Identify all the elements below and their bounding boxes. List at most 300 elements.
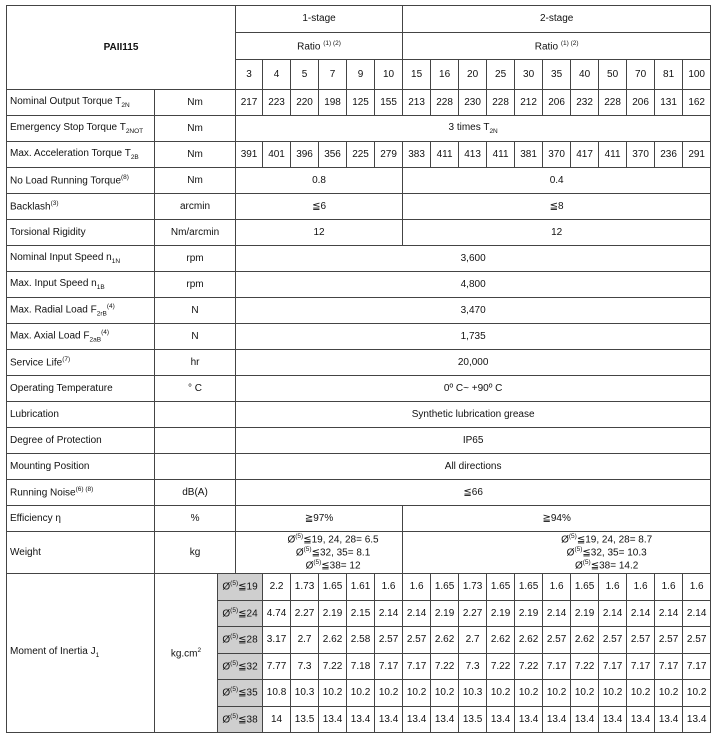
label-rigidity-text: Torsional Rigidity: [10, 226, 86, 238]
label-accel-sub: 2B: [130, 153, 139, 161]
value-protection-text: IP65: [462, 434, 484, 446]
value-cell: 10.2: [543, 680, 571, 707]
ratio-value: 30: [515, 60, 543, 90]
row-protection: [7, 428, 711, 454]
ratio-header-2: Ratio $^{(1) (2)}$: [403, 33, 711, 60]
diameter-symbol: Ø: [222, 581, 231, 593]
unit-nom_torque: Nm: [155, 90, 236, 116]
condition-value: ≦28: [238, 634, 258, 646]
value-cell: 13.4: [319, 706, 347, 733]
value-cell: 411: [599, 142, 627, 168]
unit-backlash: arcmin: [155, 194, 236, 220]
value-cell: 2.62: [487, 627, 515, 654]
label-nom_speed-text: Nominal Input Speed n: [10, 251, 112, 263]
value-cell: 413: [459, 142, 487, 168]
value-cell: 2.19: [431, 600, 459, 627]
diameter-symbol: Ø: [222, 661, 231, 673]
diameter-symbol: Ø: [574, 560, 583, 572]
weight-stage1: [236, 532, 403, 574]
value-cell: 2.57: [403, 627, 431, 654]
ratio-value: 16: [431, 60, 459, 90]
label-axial-sup: (4): [101, 329, 110, 337]
value-cell: 162: [683, 90, 711, 116]
label-protection: [7, 428, 155, 454]
value-cell: 2.19: [319, 600, 347, 627]
value-cell: 10.2: [487, 680, 515, 707]
label-max_speed: [7, 272, 155, 298]
value-cell: 2.19: [515, 600, 543, 627]
unit-lube: [155, 402, 236, 428]
value-cell: 13.4: [403, 706, 431, 733]
value-cell: 7.17: [655, 653, 683, 680]
value-cell: 2.57: [683, 627, 711, 654]
label-noload-text: No Load Running Torque: [10, 175, 122, 187]
footnote-ref: (5): [230, 686, 239, 694]
ratio-value: 100: [683, 60, 711, 90]
condition-value: ≦32: [238, 661, 258, 673]
diameter-symbol: Ø: [566, 547, 575, 559]
unit-mounting: [155, 454, 236, 480]
diameter-symbol: Ø: [222, 687, 231, 699]
value-cell: 155: [375, 90, 403, 116]
label-inertia-sub: 1: [95, 652, 100, 660]
value-estop-sub: 2N: [489, 127, 498, 135]
value-cell: 370: [543, 142, 571, 168]
row-axial: [7, 324, 711, 350]
row-radial: [7, 298, 711, 324]
value-cell: 7.17: [543, 653, 571, 680]
label-nom_torque: [7, 90, 155, 116]
value-cell: 417: [571, 142, 599, 168]
row-rigidity: [7, 220, 711, 246]
label-radial-sub: 2rB: [96, 310, 107, 318]
unit-efficiency: %: [155, 506, 236, 532]
value-life-text: 20,000: [457, 356, 489, 368]
label-max_speed-sub: 1B: [96, 283, 105, 291]
model-title: PAII115: [7, 6, 236, 90]
condition-value: ≦35: [238, 687, 258, 699]
value-cell: 13.4: [375, 706, 403, 733]
row-backlash: [7, 194, 711, 220]
value-rigidity-stage1: 12: [236, 220, 403, 246]
value-cell: 213: [403, 90, 431, 116]
value-cell: 391: [236, 142, 263, 168]
label-temp-text: Operating Temperature: [10, 382, 113, 394]
label-weight-text: Weight: [10, 546, 41, 558]
value-cell: 381: [515, 142, 543, 168]
row-noise: [7, 480, 711, 506]
value-cell: 1.65: [319, 574, 347, 601]
value-cell: 10.3: [459, 680, 487, 707]
label-temp: [7, 376, 155, 402]
weight-line: [503, 533, 710, 546]
footnote-ref: (5): [303, 546, 312, 554]
value-estop-text: 3 times T: [448, 121, 490, 133]
value-efficiency-stage1: ≧97%: [236, 506, 403, 532]
footnote-ref: (5): [230, 633, 239, 641]
value-cell: 13.4: [487, 706, 515, 733]
value-cell: 7.22: [319, 653, 347, 680]
diameter-symbol: Ø: [222, 714, 231, 726]
footnote-ref: (5): [574, 546, 583, 554]
weight-value: ≦38= 12: [321, 560, 361, 572]
value-noise-text: ≦66: [463, 486, 483, 498]
row-nom_speed: [7, 246, 711, 272]
label-estop-sub: 2NOT: [125, 127, 144, 135]
value-cell: 13.4: [655, 706, 683, 733]
label-noload-sup: (8): [121, 174, 129, 182]
value-cell: 7.17: [683, 653, 711, 680]
weight-line: [503, 559, 710, 572]
unit-max_speed: rpm: [155, 272, 236, 298]
value-cell: 2.7: [291, 627, 319, 654]
value-cell: 2.14: [655, 600, 683, 627]
value-cell: 2.57: [627, 627, 655, 654]
value-cell: 2.15: [347, 600, 375, 627]
ratio-value: 4: [263, 60, 291, 90]
value-efficiency-stage2: ≧94%: [403, 506, 711, 532]
value-cell: 7.17: [599, 653, 627, 680]
ratio-value: 9: [347, 60, 375, 90]
diameter-symbol: Ø: [295, 547, 304, 559]
stage1-header: 1-stage: [236, 6, 403, 33]
value-cell: 228: [431, 90, 459, 116]
inertia-condition: [218, 574, 263, 601]
label-inertia: [7, 574, 155, 733]
value-cell: 198: [319, 90, 347, 116]
diameter-symbol: Ø: [287, 534, 296, 546]
value-cell: 228: [487, 90, 515, 116]
value-cell: 13.4: [571, 706, 599, 733]
ratio-value: 70: [627, 60, 655, 90]
value-cell: 13.4: [347, 706, 375, 733]
value-cell: 2.14: [683, 600, 711, 627]
value-radial-text: 3,470: [460, 304, 486, 316]
unit-inertia-text: kg.cm: [170, 647, 198, 659]
ratio-value: 25: [487, 60, 515, 90]
value-cell: 230: [459, 90, 487, 116]
label-noise: [7, 480, 155, 506]
label-accel-text: Max. Acceleration Torque T: [10, 147, 131, 159]
value-nom_speed-text: 3,600: [460, 252, 486, 264]
value-cell: 7.77: [263, 653, 291, 680]
value-cell: 13.5: [459, 706, 487, 733]
value-cell: 7.17: [627, 653, 655, 680]
value-cell: 2.57: [655, 627, 683, 654]
value-cell: 7.17: [403, 653, 431, 680]
label-nom_torque-text: Nominal Output Torque T: [10, 95, 122, 107]
label-nom_speed: [7, 246, 155, 272]
label-efficiency: [7, 506, 155, 532]
inertia-row: [7, 574, 711, 601]
value-cell: 10.8: [263, 680, 291, 707]
value-cell: 2.14: [627, 600, 655, 627]
spec-table: [6, 5, 711, 733]
value-cell: 1.65: [571, 574, 599, 601]
unit-inertia: [155, 574, 218, 733]
value-cell: 10.2: [571, 680, 599, 707]
value-cell: 7.3: [459, 653, 487, 680]
value-cell: 291: [683, 142, 711, 168]
inertia-condition: [218, 706, 263, 733]
value-cell: 2.14: [375, 600, 403, 627]
value-cell: 2.27: [291, 600, 319, 627]
footnote-ref: (5): [230, 712, 239, 720]
value-cell: 2.57: [543, 627, 571, 654]
label-protection-text: Degree of Protection: [10, 434, 102, 446]
value-cell: 7.22: [431, 653, 459, 680]
value-cell: 10.2: [347, 680, 375, 707]
value-cell: 225: [347, 142, 375, 168]
unit-estop: Nm: [155, 116, 236, 142]
row-mounting: [7, 454, 711, 480]
value-cell: 223: [263, 90, 291, 116]
label-life-sup: (7): [62, 356, 71, 364]
value-axial-text: 1,735: [460, 330, 486, 342]
value-cell: 2.7: [459, 627, 487, 654]
label-life: [7, 350, 155, 376]
value-cell: 411: [487, 142, 515, 168]
value-cell: 2.19: [571, 600, 599, 627]
value-noise: [236, 480, 711, 506]
value-cell: 10.2: [683, 680, 711, 707]
row-noload: [7, 168, 711, 194]
value-cell: 4.74: [263, 600, 291, 627]
label-radial: [7, 298, 155, 324]
value-nom_speed: [236, 246, 711, 272]
inertia-condition: [218, 653, 263, 680]
label-radial-sup: (4): [106, 303, 115, 311]
value-cell: 217: [236, 90, 263, 116]
ratio-header-1: Ratio $^{(1) (2)}$: [236, 33, 403, 60]
value-cell: 206: [543, 90, 571, 116]
ratio-value: 81: [655, 60, 683, 90]
footnote-ref: (5): [313, 558, 322, 566]
label-accel: [7, 142, 155, 168]
weight-line: [503, 546, 710, 559]
value-cell: 396: [291, 142, 319, 168]
ratio-value: 15: [403, 60, 431, 90]
weight-line: [264, 559, 402, 572]
value-cell: 206: [627, 90, 655, 116]
value-cell: 2.27: [459, 600, 487, 627]
condition-value: ≦38: [238, 714, 258, 726]
label-noload: [7, 168, 155, 194]
label-estop-text: Emergency Stop Torque T: [10, 121, 126, 133]
value-cell: 1.73: [459, 574, 487, 601]
row-estop: [7, 116, 711, 142]
label-axial-text: Max. Axial Load F: [10, 330, 90, 342]
row-max_speed: [7, 272, 711, 298]
value-lube-text: Synthetic lubrication grease: [411, 408, 535, 420]
value-estop: [236, 116, 711, 142]
value-mounting: [236, 454, 711, 480]
value-cell: 1.6: [599, 574, 627, 601]
value-cell: 10.2: [655, 680, 683, 707]
label-weight: [7, 532, 155, 574]
condition-value: ≦24: [238, 608, 258, 620]
footnote-ref: (5): [230, 580, 239, 588]
unit-accel: Nm: [155, 142, 236, 168]
value-cell: 7.17: [375, 653, 403, 680]
ratio-value: 3: [236, 60, 263, 90]
value-cell: 13.4: [683, 706, 711, 733]
ratio-value: 35: [543, 60, 571, 90]
label-noise-text: Running Noise: [10, 487, 76, 499]
value-life: [236, 350, 711, 376]
unit-rigidity: Nm/arcmin: [155, 220, 236, 246]
row-temp: [7, 376, 711, 402]
label-axial-sub: 2aB: [89, 336, 102, 344]
value-rigidity-stage2: 12: [403, 220, 711, 246]
inertia-condition: [218, 680, 263, 707]
footnote-ref: (5): [295, 533, 304, 541]
value-cell: 10.2: [599, 680, 627, 707]
value-temp-text: 0º C~ +90º C: [443, 382, 503, 394]
value-cell: 232: [571, 90, 599, 116]
value-cell: 2.57: [599, 627, 627, 654]
label-noise-sup: (6) (8): [75, 486, 94, 494]
label-backlash: [7, 194, 155, 220]
value-cell: 1.6: [655, 574, 683, 601]
value-cell: 236: [655, 142, 683, 168]
row-lube: [7, 402, 711, 428]
weight-value: ≦19, 24, 28= 6.5: [303, 534, 379, 546]
value-protection: [236, 428, 711, 454]
value-max_speed: [236, 272, 711, 298]
weight-stage2: [403, 532, 711, 574]
value-cell: 10.2: [403, 680, 431, 707]
value-cell: 13.4: [627, 706, 655, 733]
weight-value: ≦32, 35= 8.1: [311, 547, 371, 559]
value-axial: [236, 324, 711, 350]
label-lube-text: Lubrication: [10, 408, 59, 420]
row-nom_torque: [7, 90, 711, 116]
unit-protection: [155, 428, 236, 454]
value-cell: 125: [347, 90, 375, 116]
value-cell: 2.14: [543, 600, 571, 627]
ratio-value: 50: [599, 60, 627, 90]
value-cell: 1.6: [375, 574, 403, 601]
label-mounting: [7, 454, 155, 480]
diameter-symbol: Ø: [561, 534, 569, 546]
value-cell: 7.22: [571, 653, 599, 680]
row-life: [7, 350, 711, 376]
unit-axial: N: [155, 324, 236, 350]
value-cell: 2.62: [515, 627, 543, 654]
value-cell: 279: [375, 142, 403, 168]
value-cell: 2.62: [571, 627, 599, 654]
footnote-ref: (5): [230, 659, 239, 667]
unit-weight: kg: [155, 532, 236, 574]
stage2-header: 2-stage: [403, 6, 711, 33]
value-cell: 1.6: [683, 574, 711, 601]
condition-value: ≦19: [238, 581, 258, 593]
value-cell: 1.6: [627, 574, 655, 601]
value-noload-stage2: 0.4: [403, 168, 711, 194]
value-cell: 228: [599, 90, 627, 116]
inertia-condition: [218, 627, 263, 654]
value-cell: 212: [515, 90, 543, 116]
diameter-symbol: Ø: [222, 608, 231, 620]
row-weight: [7, 532, 711, 574]
footnote-ref: (5): [230, 606, 239, 614]
label-radial-text: Max. Radial Load F: [10, 304, 97, 316]
value-cell: 1.65: [487, 574, 515, 601]
diameter-symbol: Ø: [222, 634, 231, 646]
value-cell: 1.73: [291, 574, 319, 601]
value-cell: 2.62: [431, 627, 459, 654]
value-cell: 2.58: [347, 627, 375, 654]
value-backlash-stage2: ≦8: [403, 194, 711, 220]
unit-temp: ° C: [155, 376, 236, 402]
weight-value: ≦38= 14.2: [590, 560, 639, 572]
value-cell: 13.4: [515, 706, 543, 733]
ratio-value: 7: [319, 60, 347, 90]
label-max_speed-text: Max. Input Speed n: [10, 277, 97, 289]
weight-line: [264, 546, 402, 559]
weight-value: ≦32, 35= 10.3: [582, 547, 647, 559]
value-cell: 13.5: [291, 706, 319, 733]
value-cell: 7.3: [291, 653, 319, 680]
label-mounting-text: Mounting Position: [10, 460, 90, 472]
label-efficiency-text: Efficiency η: [10, 512, 61, 524]
value-cell: 383: [403, 142, 431, 168]
label-backlash-text: Backlash: [10, 201, 51, 213]
value-cell: 1.6: [403, 574, 431, 601]
weight-line: [264, 533, 402, 546]
label-life-text: Service Life: [10, 357, 63, 369]
diameter-symbol: Ø: [305, 560, 314, 572]
value-cell: 411: [431, 142, 459, 168]
footnote-ref: (5): [568, 533, 577, 541]
label-nom_torque-sub: 2N: [121, 101, 130, 109]
value-radial: [236, 298, 711, 324]
value-cell: 10.2: [319, 680, 347, 707]
value-cell: 10.3: [291, 680, 319, 707]
value-cell: 2.14: [403, 600, 431, 627]
footnote-ref: (5): [582, 558, 591, 566]
label-inertia-text: Moment of Inertia J: [10, 646, 96, 658]
value-cell: 220: [291, 90, 319, 116]
unit-nom_speed: rpm: [155, 246, 236, 272]
value-cell: 13.4: [431, 706, 459, 733]
value-cell: 2.62: [319, 627, 347, 654]
value-cell: 13.4: [599, 706, 627, 733]
value-cell: 356: [319, 142, 347, 168]
ratio-value: 5: [291, 60, 319, 90]
value-cell: 3.17: [263, 627, 291, 654]
value-cell: 370: [627, 142, 655, 168]
value-max_speed-text: 4,800: [460, 278, 486, 290]
inertia-condition: [218, 600, 263, 627]
value-cell: 7.22: [515, 653, 543, 680]
value-temp: [236, 376, 711, 402]
value-cell: 10.2: [431, 680, 459, 707]
value-cell: 1.65: [515, 574, 543, 601]
value-cell: 401: [263, 142, 291, 168]
label-backlash-sup: (3): [50, 200, 59, 208]
value-cell: 2.2: [263, 574, 291, 601]
value-cell: 1.6: [543, 574, 571, 601]
value-cell: 2.57: [375, 627, 403, 654]
value-lube: [236, 402, 711, 428]
unit-noise: dB(A): [155, 480, 236, 506]
unit-inertia-sup: 2: [197, 646, 202, 654]
value-cell: 13.4: [543, 706, 571, 733]
value-cell: 2.19: [487, 600, 515, 627]
value-cell: 10.2: [375, 680, 403, 707]
